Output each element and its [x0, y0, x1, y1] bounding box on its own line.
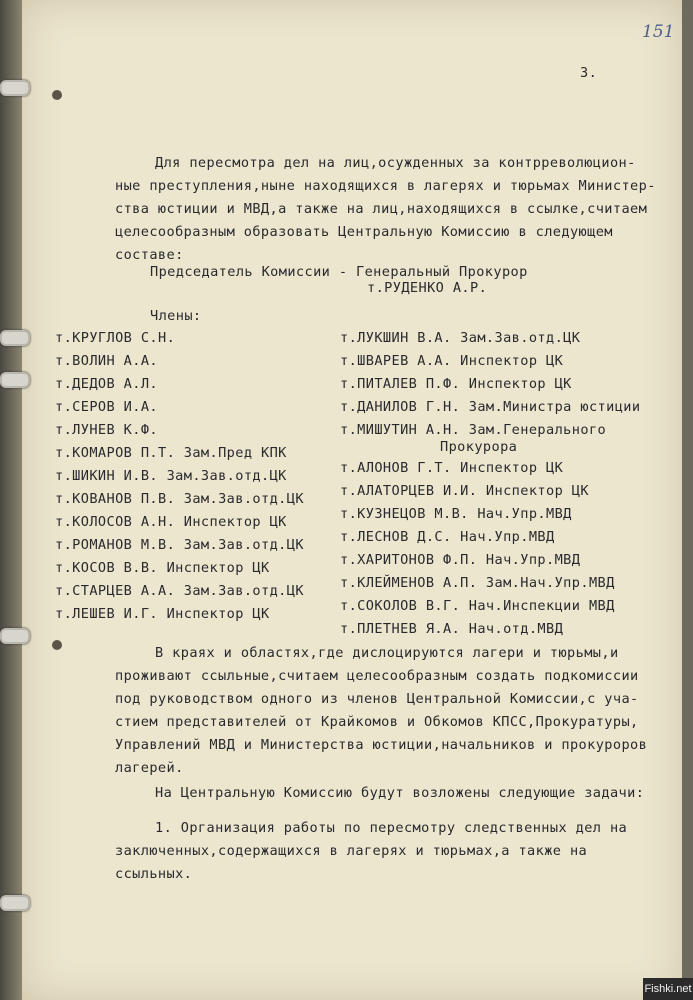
handwritten-number: 151	[642, 22, 675, 42]
intro-line: Для пересмотра дел на лиц,осужденных за контрреволюцион-	[155, 155, 636, 171]
intro-line: ства юстиции и МВД,а также на лиц,находящихся в ссылке,считаем	[115, 201, 648, 217]
page-number: 3.	[580, 65, 598, 81]
member-right: т.ПЛЕТНЕВ Я.А. Нач.отд.МВД	[340, 621, 564, 637]
item1-line: 1. Организация работы по пересмотру следственных дел на	[155, 820, 628, 836]
member-right: т.ЛЕСНОВ Д.С. Нач.Упр.МВД	[340, 529, 555, 545]
member-left: т.КОМАРОВ П.Т. Зам.Пред КПК	[55, 445, 287, 461]
member-right: т.АЛОНОВ Г.Т. Инспектор ЦК	[340, 460, 564, 476]
member-left: т.ШИКИН И.В. Зам.Зав.отд.ЦК	[55, 468, 287, 484]
document-page	[22, 0, 682, 1000]
member-left: т.ВОЛИН А.А.	[55, 353, 159, 369]
item1-line: ссыльных.	[115, 866, 193, 882]
item1-line: заключенных,содержащихся в лагерях и тюрьмах,а также на	[115, 843, 588, 859]
binder-edge	[0, 0, 22, 1000]
member-left: т.КРУГЛОВ С.Н.	[55, 330, 176, 346]
members-heading: Члены:	[150, 308, 202, 324]
member-left: т.СЕРОВ И.А.	[55, 399, 159, 415]
para2-line: проживают ссыльные,считаем целесообразным создать подкомиссии	[115, 668, 639, 684]
binder-ring	[0, 80, 30, 96]
member-right: т.ШВАРЕВ А.А. Инспектор ЦК	[340, 353, 564, 369]
chairman-line: Председатель Комиссии - Генеральный Прокурор	[150, 264, 528, 280]
member-right: т.АЛАТОРЦЕВ И.И. Инспектор ЦК	[340, 483, 589, 499]
member-left: т.ЛЕШЕВ И.Г. Инспектор ЦК	[55, 606, 270, 622]
watermark-logo: Fishki.net	[643, 978, 693, 1000]
member-left: т.КОЛОСОВ А.Н. Инспектор ЦК	[55, 514, 287, 530]
member-left: т.КОВАНОВ П.В. Зам.Зав.отд.ЦК	[55, 491, 304, 507]
para3: На Центральную Комиссию будут возложены следующие задачи:	[155, 785, 645, 801]
para2-line: В краях и областях,где дислоцируются лагери и тюрьмы,и	[155, 645, 619, 661]
para2-line: стием представителей от Крайкомов и Обкомов КПСС,Прокуратуры,	[115, 714, 639, 730]
member-left: т.КОСОВ В.В. Инспектор ЦК	[55, 560, 270, 576]
punch-hole	[52, 640, 62, 650]
member-right: т.КУЗНЕЦОВ М.В. Нач.Упр.МВД	[340, 506, 572, 522]
member-right: т.ХАРИТОНОВ Ф.П. Нач.Упр.МВД	[340, 552, 581, 568]
intro-line: целесообразным образовать Центральную Комиссию в следующем	[115, 224, 613, 240]
member-right: т.КЛЕЙМЕНОВ А.П. Зам.Нач.Упр.МВД	[340, 575, 615, 591]
member-right: т.СОКОЛОВ В.Г. Нач.Инспекции МВД	[340, 598, 615, 614]
binder-ring	[0, 628, 30, 644]
para2-line: лагерей.	[115, 760, 184, 776]
para2-line: под руководством одного из членов Центральной Комиссии,с уча-	[115, 691, 639, 707]
punch-hole	[52, 90, 62, 100]
member-right: т.МИШУТИН А.Н. Зам.Генерального	[340, 422, 607, 438]
binder-ring	[0, 895, 30, 911]
member-left: т.ЛУНЕВ К.Ф.	[55, 422, 159, 438]
member-right: т.ДАНИЛОВ Г.Н. Зам.Министра юстиции	[340, 399, 641, 415]
member-right: т.ЛУКШИН В.А. Зам.Зав.отд.ЦК	[340, 330, 581, 346]
intro-line: составе:	[115, 247, 184, 263]
member-left: т.РОМАНОВ М.В. Зам.Зав.отд.ЦК	[55, 537, 304, 553]
binder-ring	[0, 330, 30, 346]
member-right: Прокурора	[440, 439, 518, 455]
intro-line: ные преступления,ныне находящихся в лагерях и тюрьмах Министер-	[115, 178, 656, 194]
chairman-name: т.РУДЕНКО А.Р.	[367, 280, 488, 296]
binder-ring	[0, 372, 30, 388]
member-right: т.ПИТАЛЕВ П.Ф. Инспектор ЦК	[340, 376, 572, 392]
member-left: т.СТАРЦЕВ А.А. Зам.Зав.отд.ЦК	[55, 583, 304, 599]
member-left: т.ДЕДОВ А.Л.	[55, 376, 159, 392]
para2-line: Управлений МВД и Министерства юстиции,начальников и прокуроров	[115, 737, 648, 753]
